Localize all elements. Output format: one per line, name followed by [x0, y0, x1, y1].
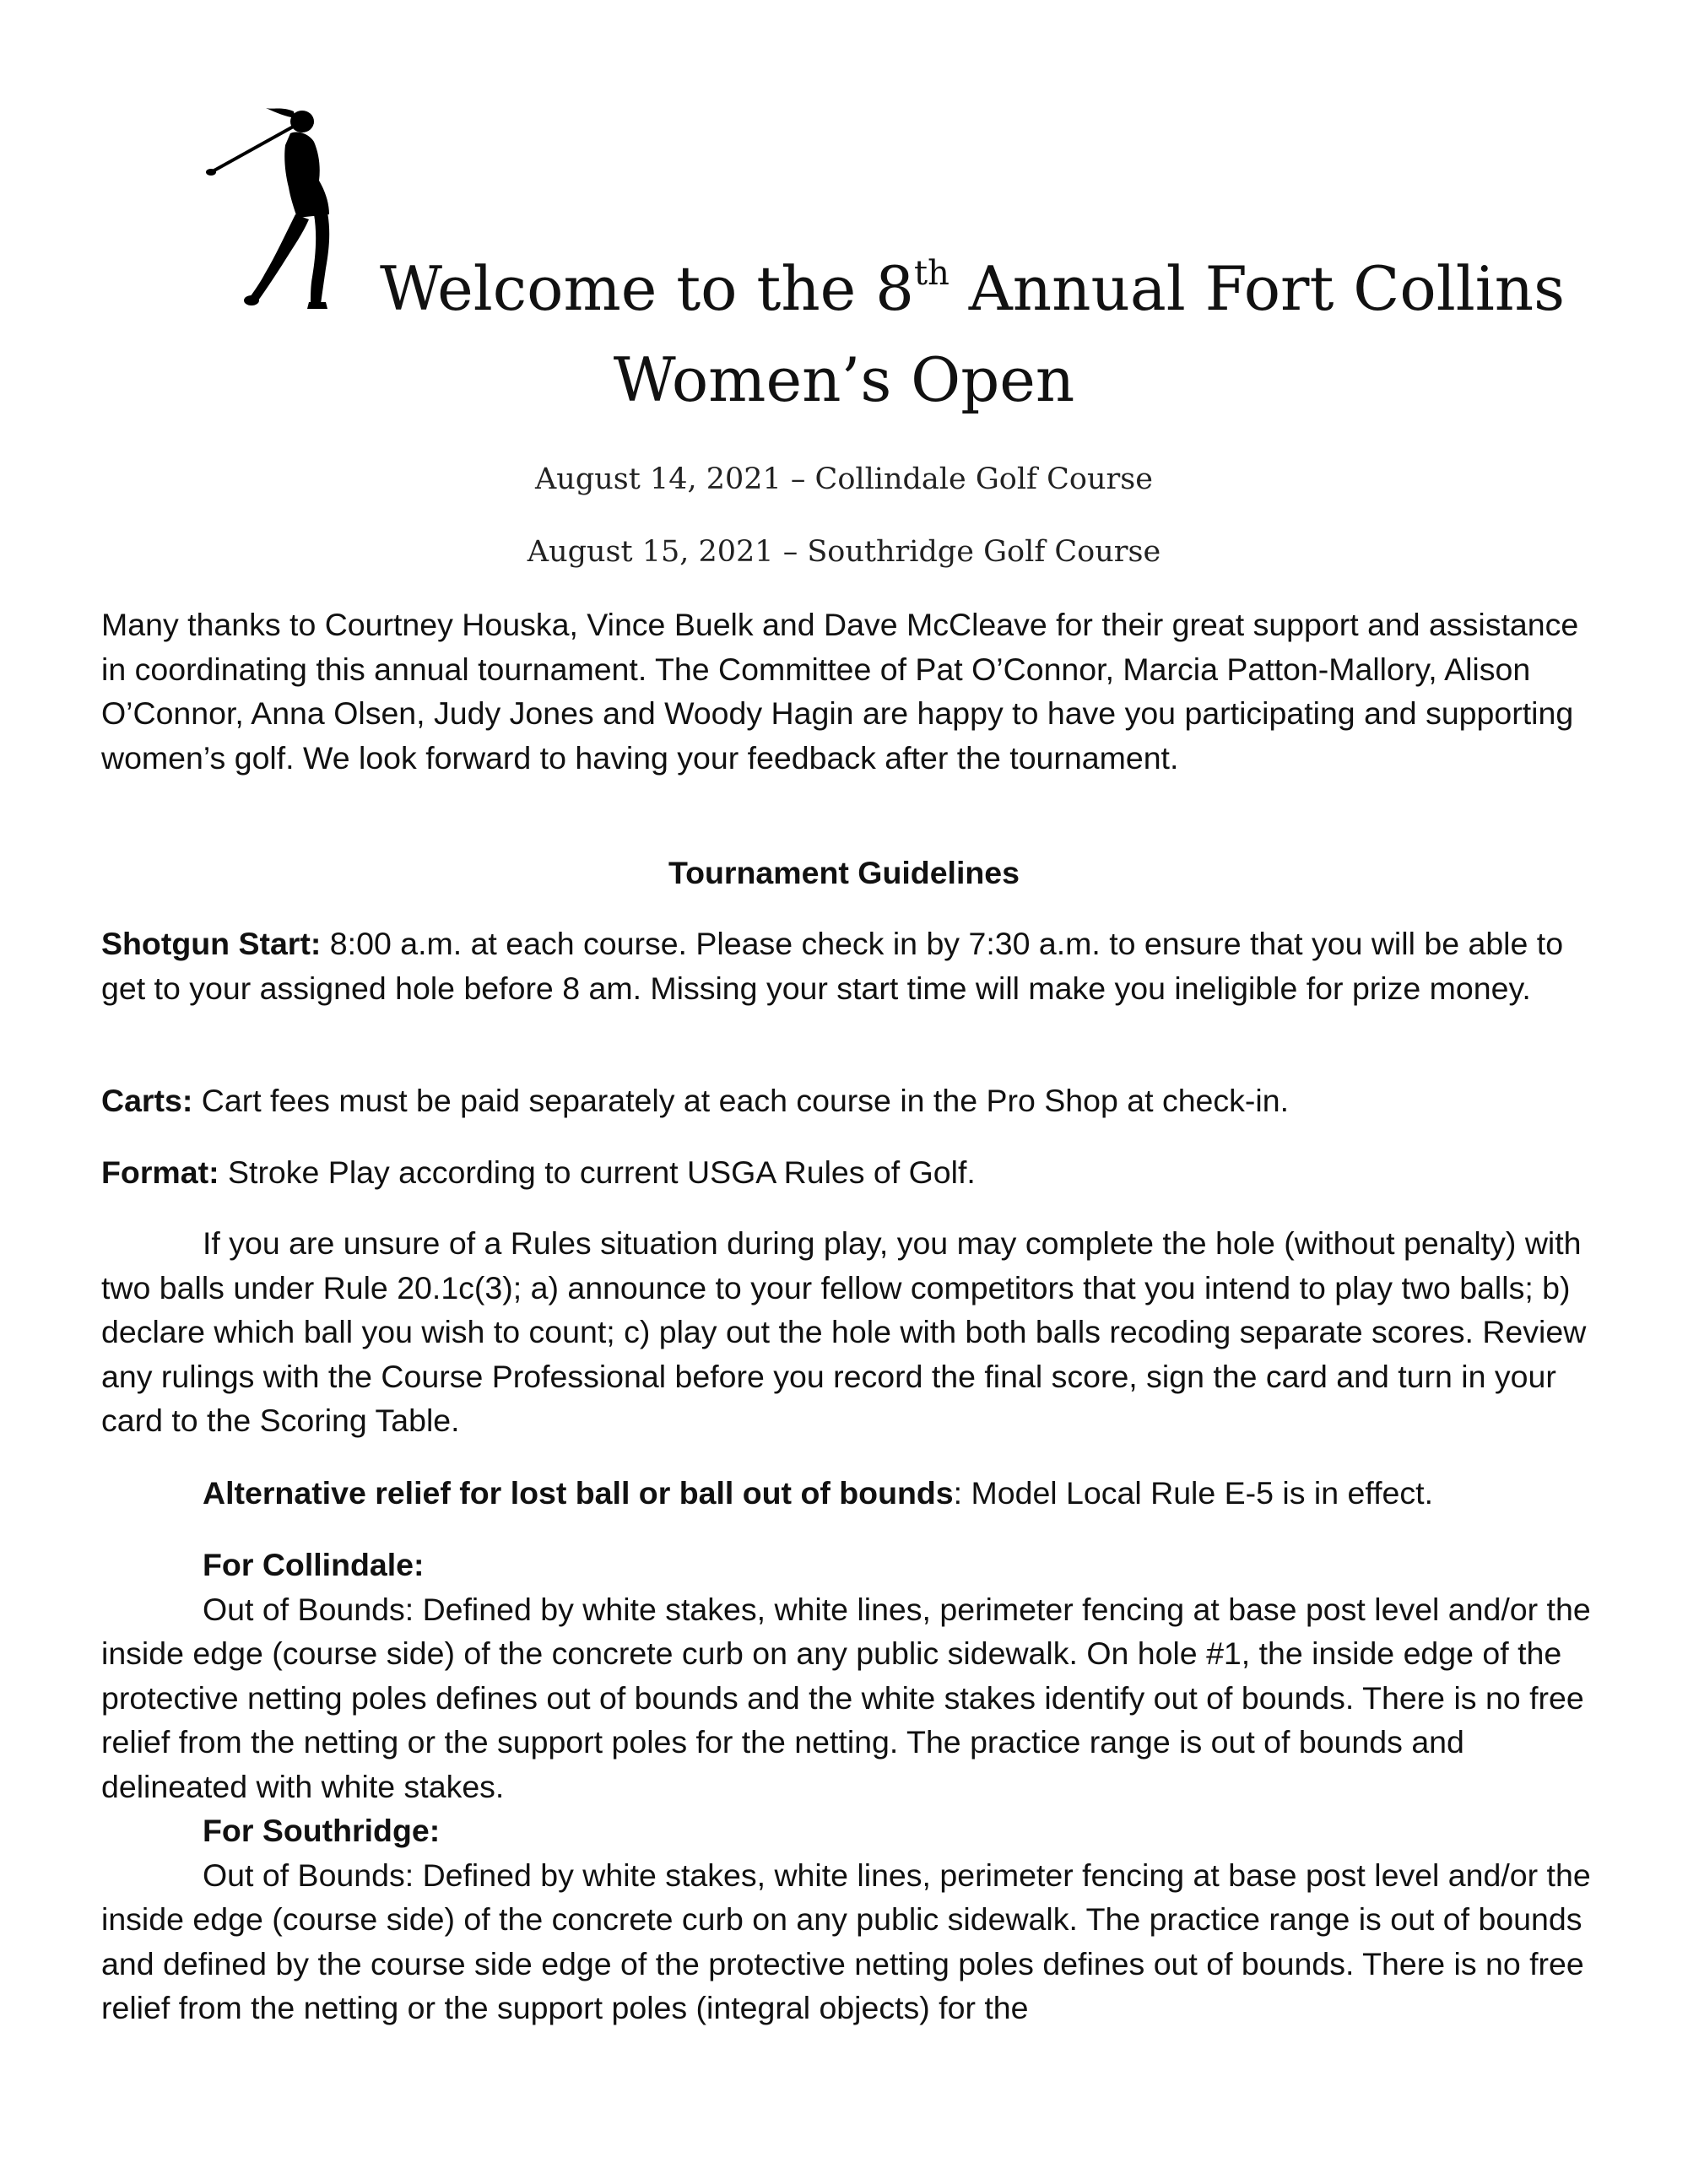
format-paragraph: Format: Stroke Play according to current USGA Rules of Golf. — [101, 1154, 976, 1190]
rules-paragraph: If you are unsure of a Rules situation during play, you may complete the hole (without penalty) with two balls under Rule 20.1c(3); a) announce to your fellow competitors that you intend to play two balls; b) declare which ball you wish to count; c) play out the hole with both balls recoding separate scores. Review any rulings with the Course Professional before you record the final score, sign the card and turn in your card to the Scoring Table. — [101, 1225, 1587, 1438]
carts-label: Carts: — [101, 1083, 193, 1118]
event-date-1: August 14, 2021 – Collindale Golf Course — [535, 462, 1153, 496]
shotgun-start-paragraph: Shotgun Start: 8:00 a.m. at each course. Please check in by 7:30 a.m. to ensure that you will be able to get to your assigned hole before 8 am. Missing your start time will make you ineligible for prize money. — [101, 926, 1564, 1006]
carts-paragraph: Carts: Cart fees must be paid separately at each course in the Pro Shop at check-in. — [101, 1083, 1289, 1118]
ordinal-suffix: th — [914, 254, 950, 293]
southridge-out-of-bounds: Out of Bounds: Defined by white stakes, white lines, perimeter fencing at base post level and/or the inside edge (course side) of the concrete curb on any public sidewalk. The practice range is out of bounds and defined by the course side edge of the protective netting poles defines out of bounds. There is no free relief from the netting or the support poles (integral objects) for the — [101, 1857, 1591, 2025]
document-title-line-1: Welcome to the 8th Annual Fort Collins — [380, 253, 1566, 324]
shotgun-label: Shotgun Start: — [101, 926, 322, 961]
alternative-relief-label: Alternative relief for lost ball or ball out of bounds — [203, 1475, 954, 1511]
golfer-silhouette-icon — [203, 100, 380, 311]
alternative-relief-paragraph: Alternative relief for lost ball or ball out of bounds: Model Local Rule E-5 is in effect. — [203, 1475, 1433, 1511]
thanks-paragraph: Many thanks to Courtney Houska, Vince Buelk and Dave McCleave for their great support and assistance in coordinating this annual tournament. The Committee of Pat O’Connor, Marcia Patton-Mallory, Alison O’Connor, Anna Olsen, Judy Jones and Woody Hagin are happy to have you participating and supporting women’s golf. We look forward to having your feedback after the tournament. — [101, 607, 1579, 776]
collindale-out-of-bounds: Out of Bounds: Defined by white stakes, white lines, perimeter fencing at base post level and/or the inside edge (course side) of the concrete curb on any public sidewalk. On hole #1, the inside edge of the protective netting poles defines out of bounds and the white stakes identify out of bounds. There is no free relief from the netting or the support poles for the netting. The practice range is out of bounds and delineated with white stakes. — [101, 1591, 1591, 1804]
document-title-line-2: Women’s Open — [613, 344, 1075, 415]
format-label: Format: — [101, 1154, 219, 1190]
event-date-2: August 15, 2021 – Southridge Golf Course — [527, 535, 1161, 569]
collindale-heading: For Collindale: — [203, 1547, 425, 1582]
guidelines-heading: Tournament Guidelines — [668, 855, 1020, 890]
southridge-heading: For Southridge: — [203, 1813, 441, 1848]
course-rules-section — [101, 1543, 1595, 2030]
